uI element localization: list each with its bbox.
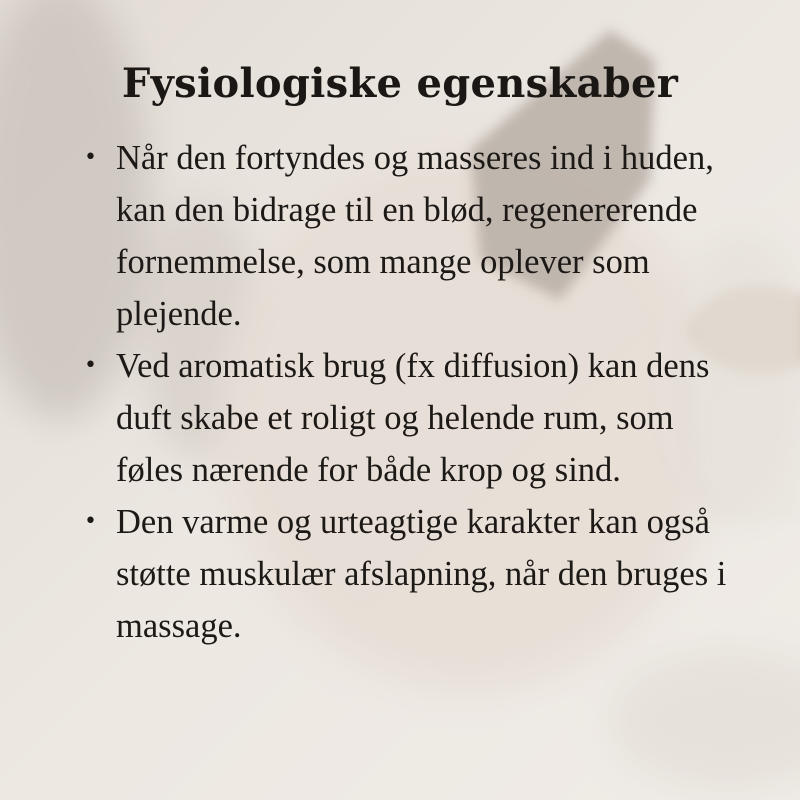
list-item [84, 340, 744, 496]
list-item [84, 496, 744, 652]
bullet-icon: • [84, 353, 97, 378]
bullet-icon: • [84, 145, 97, 170]
page-title: Fysiologiske egenskaber [121, 60, 679, 107]
list-item [84, 132, 744, 340]
list-item-text: Når den fortyndes og masseres ind i huden, kan den bidrage til en blød, regenererende fornemmelse, som mange oplever som plejende. [116, 139, 714, 333]
bullet-list [84, 132, 744, 652]
list-item-text: Den varme og urteagtige karakter kan også støtte muskulær afslapning, når den bruges i massage. [116, 503, 727, 645]
list-item-text: Ved aromatisk brug (fx diffusion) kan dens duft skabe et roligt og helende rum, som føles nærende for både krop og sind. [116, 347, 710, 489]
bullet-icon: • [84, 509, 97, 534]
